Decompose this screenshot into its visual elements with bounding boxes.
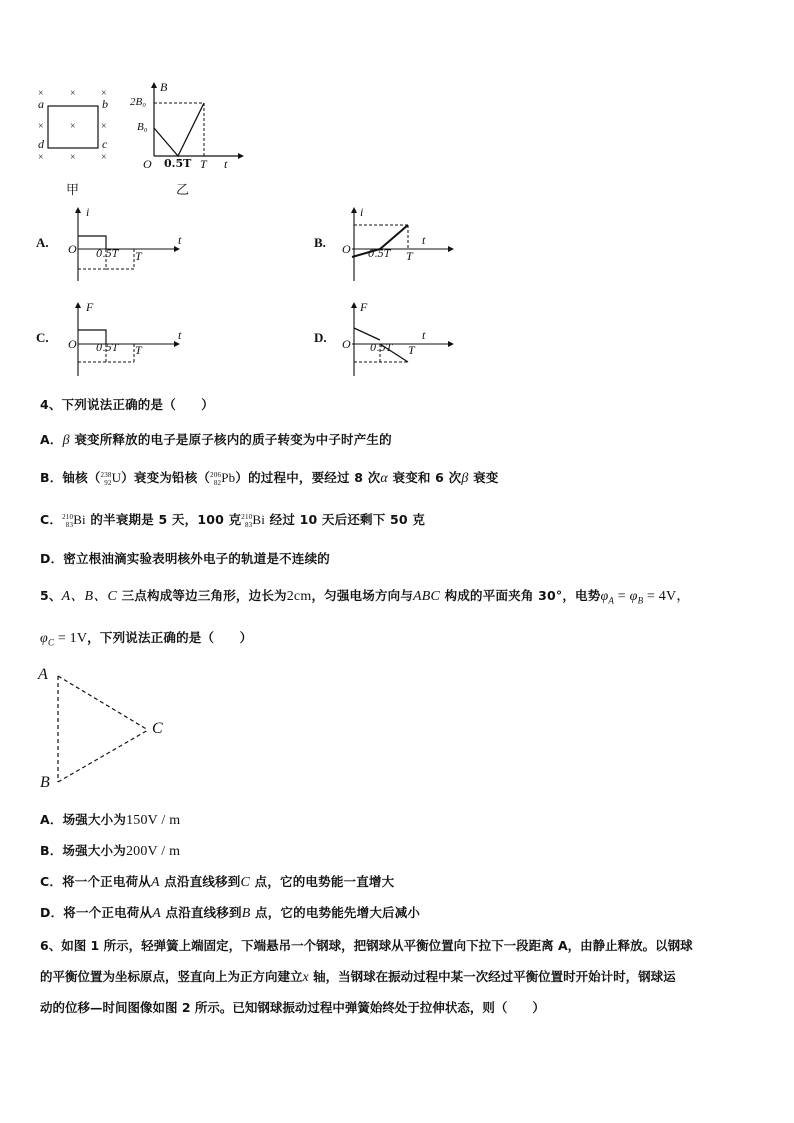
q5-c-c: C bbox=[240, 875, 251, 890]
q4-b-pre: B．铀核（ bbox=[40, 470, 101, 486]
q5-option-c[interactable] bbox=[40, 874, 394, 892]
q4-option-b[interactable] bbox=[40, 470, 498, 488]
q5-d-a: A bbox=[152, 906, 161, 921]
q5-stem-4: ，匀强电场方向与 bbox=[311, 588, 414, 603]
q5-option-a[interactable] bbox=[40, 812, 180, 830]
q3-option-a-graph bbox=[66, 205, 186, 285]
bi-atomic: 83 bbox=[65, 521, 74, 530]
u-atomic: 92 bbox=[104, 479, 112, 488]
yi-tick-t: T bbox=[200, 157, 207, 171]
pb-atomic: 82 bbox=[213, 479, 222, 488]
q3d-t: T bbox=[408, 343, 415, 357]
corner-c: c bbox=[102, 137, 108, 151]
u-mass: 238 bbox=[100, 471, 112, 480]
corner-b: b bbox=[102, 97, 108, 111]
q5-label-c: C bbox=[152, 720, 163, 737]
q5-a-val: 150V / m bbox=[126, 813, 181, 828]
q5-line2-text: ，下列说法正确的是（ ） bbox=[87, 630, 253, 645]
q5-d-mid: 点沿直线移到 bbox=[160, 905, 242, 920]
q5-stem-line2: $\varphi_C = 1V$，下列说法正确的是（ ） bbox=[40, 630, 253, 648]
q3-option-c[interactable] bbox=[36, 300, 186, 380]
q5-triangle-figure bbox=[36, 664, 176, 794]
q4-a-text: 衰变所释放的电子是原子核内的质子转变为中子时产生的 bbox=[69, 432, 392, 447]
q4-option-a[interactable] bbox=[40, 432, 392, 450]
q5-potential-c: = 1V bbox=[54, 631, 88, 646]
q5-phi-a: φ bbox=[600, 589, 609, 604]
q3b-half-t: 0.5T bbox=[368, 249, 391, 260]
yi-x-axis: t bbox=[224, 157, 228, 171]
q3a-y: i bbox=[86, 205, 90, 219]
q5-c-mid: 点沿直线移到 bbox=[159, 874, 241, 889]
q3c-y: F bbox=[86, 300, 94, 314]
q3a-x: t bbox=[178, 233, 182, 247]
lead-isotope bbox=[210, 470, 235, 487]
q6-line3: 动的位移—时间图像如图 2 所示。已知钢球振动过程中弹簧始终处于拉伸状态，则（ ） bbox=[40, 1000, 545, 1015]
figure-yi bbox=[126, 80, 246, 198]
q3d-y: F bbox=[360, 300, 368, 314]
q3c-o: O bbox=[68, 337, 77, 351]
bi2-mass: 210 bbox=[241, 513, 253, 522]
q3b-t: T bbox=[406, 249, 413, 263]
q5-b-pre: B．场强大小为 bbox=[40, 843, 126, 858]
q5-option-b[interactable] bbox=[40, 843, 180, 861]
q3-option-b-letter: B. bbox=[314, 235, 326, 250]
caption-yi: 乙 bbox=[176, 183, 190, 198]
q4-c-mid: 的半衰期是 5 天，100 克 bbox=[85, 512, 242, 528]
q4-b-mid: ）衰变为铅核（ bbox=[121, 470, 211, 486]
yi-tick-b0: B₀ bbox=[137, 121, 148, 133]
pb-symbol: Pb bbox=[221, 470, 236, 485]
uranium-isotope bbox=[101, 470, 122, 487]
bi-mass: 210 bbox=[62, 513, 74, 522]
bi2-symbol: Bi bbox=[252, 512, 266, 527]
figure-jia bbox=[34, 86, 114, 196]
q4-option-c[interactable] bbox=[40, 512, 425, 529]
svg-text:×: × bbox=[101, 88, 107, 99]
svg-text:×: × bbox=[101, 121, 107, 132]
q6-line2-pre: 的平衡位置为坐标原点，竖直向上为正方向建立 bbox=[40, 969, 303, 984]
svg-text:×: × bbox=[38, 121, 44, 132]
q5-c-a: A bbox=[150, 875, 160, 890]
q4-a-pre: A． bbox=[40, 432, 63, 447]
q3-option-a-letter: A. bbox=[36, 235, 49, 250]
q3d-half-t: 0.5T bbox=[370, 343, 393, 354]
q3-option-d-letter: D. bbox=[314, 330, 327, 345]
q5-phi-b: φ bbox=[629, 589, 638, 604]
q4-a-beta: β bbox=[62, 433, 70, 448]
q4-b-beta: β bbox=[461, 471, 469, 487]
q5-option-d[interactable] bbox=[40, 905, 420, 923]
svg-text:×: × bbox=[38, 88, 44, 99]
bismuth-isotope-2 bbox=[241, 512, 265, 529]
q5-c-pre: C．将一个正电荷从 bbox=[40, 874, 151, 889]
bi2-atomic: 83 bbox=[244, 521, 253, 530]
q3a-t: T bbox=[135, 249, 142, 263]
caption-jia: 甲 bbox=[66, 183, 80, 198]
q5-d-pre: D．将一个正电荷从 bbox=[40, 905, 153, 920]
q3c-t: T bbox=[135, 343, 142, 357]
svg-text:×: × bbox=[70, 121, 76, 132]
q3c-half-t: 0.5T bbox=[96, 343, 119, 354]
pb-mass: 206 bbox=[210, 471, 222, 480]
q4-b-alpha: α bbox=[380, 471, 388, 487]
yi-y-axis: B bbox=[160, 80, 168, 94]
q6-x-axis: x bbox=[302, 970, 309, 985]
svg-text:×: × bbox=[70, 152, 76, 163]
q5-stem-5: 构成的平面夹角 30°，电势 bbox=[440, 588, 601, 603]
bi-symbol: Bi bbox=[73, 512, 86, 527]
yi-origin: O bbox=[143, 157, 152, 171]
q5-d-b: B bbox=[241, 906, 251, 921]
q5-phi-c: φ bbox=[40, 631, 48, 646]
q5-label-b: B bbox=[40, 774, 50, 791]
q3c-x: t bbox=[178, 328, 182, 342]
q5-label-a: A bbox=[38, 666, 48, 683]
q5-b-val: 200V / m bbox=[125, 844, 181, 859]
q6-line2-post: 轴，当钢球在振动过程中某一次经过平衡位置时开始计时，钢球运 bbox=[308, 969, 676, 984]
corner-d: d bbox=[38, 137, 44, 151]
q4-c-pre: C． bbox=[40, 512, 63, 528]
q5-abc: ABC bbox=[413, 589, 441, 604]
q3-option-a[interactable] bbox=[36, 205, 186, 285]
q5-stem-3: 三点构成等边三角形，边长为 bbox=[117, 588, 287, 603]
q5-points: A、B、C bbox=[61, 589, 118, 604]
svg-text:×: × bbox=[101, 152, 107, 163]
q3a-half-t: 0.5T bbox=[96, 249, 119, 260]
q3b-x: t bbox=[422, 233, 426, 247]
q5-potential-ab: = 4V， bbox=[643, 589, 691, 604]
q3d-o: O bbox=[342, 337, 351, 351]
bismuth-isotope bbox=[62, 512, 86, 529]
q5-a-pre: A．场强大小为 bbox=[40, 812, 127, 827]
q5-c-post: 点，它的电势能一直增大 bbox=[250, 874, 395, 889]
yi-tick-half-t: 0.5T bbox=[164, 157, 192, 170]
q3a-o: O bbox=[68, 242, 77, 256]
q3-option-c-letter: C. bbox=[36, 330, 49, 345]
q6-line2 bbox=[40, 969, 676, 987]
corner-a: a bbox=[38, 97, 44, 111]
q3-option-c-graph bbox=[66, 300, 186, 380]
q4-stem: 4、下列说法正确的是（ ） bbox=[40, 397, 214, 412]
q5-num: 5、 bbox=[40, 588, 62, 603]
q3-option-b[interactable] bbox=[314, 205, 464, 285]
q3d-x: t bbox=[422, 328, 426, 342]
svg-text:×: × bbox=[38, 152, 44, 163]
q5-stem-line1: 5、A、B、C 三点构成等边三角形，边长为2cm，匀强电场方向与ABC 构成的平面夹角 30°，电势$\varphi_A = \varphi_B = 4V$， bbox=[40, 588, 691, 606]
q4-b-post1: ）的过程中，要经过 8 次 bbox=[235, 470, 381, 486]
q3b-o: O bbox=[342, 242, 351, 256]
u-symbol: U bbox=[111, 470, 122, 485]
q4-b-post2: 衰变和 6 次 bbox=[387, 470, 462, 486]
q5-side-length: 2cm bbox=[286, 589, 312, 604]
q3b-y: i bbox=[360, 205, 364, 219]
q6-line1: 6、如图 1 所示，轻弹簧上端固定，下端悬吊一个钢球，把钢球从平衡位置向下拉下一段距离 A，由静止释放。以钢球 bbox=[40, 938, 693, 953]
q5-d-post: 点，它的电势能先增大后减小 bbox=[250, 905, 421, 920]
q3-option-d[interactable] bbox=[314, 300, 464, 380]
q4-c-post: 经过 10 天后还剩下 50 克 bbox=[265, 512, 426, 528]
yi-tick-2b0: 2B₀ bbox=[130, 96, 147, 108]
svg-text:×: × bbox=[70, 88, 76, 99]
q4-option-d[interactable]: D．密立根油滴实验表明核外电子的轨道是不连续的 bbox=[40, 551, 330, 566]
q4-b-post3: 衰变 bbox=[468, 470, 499, 486]
